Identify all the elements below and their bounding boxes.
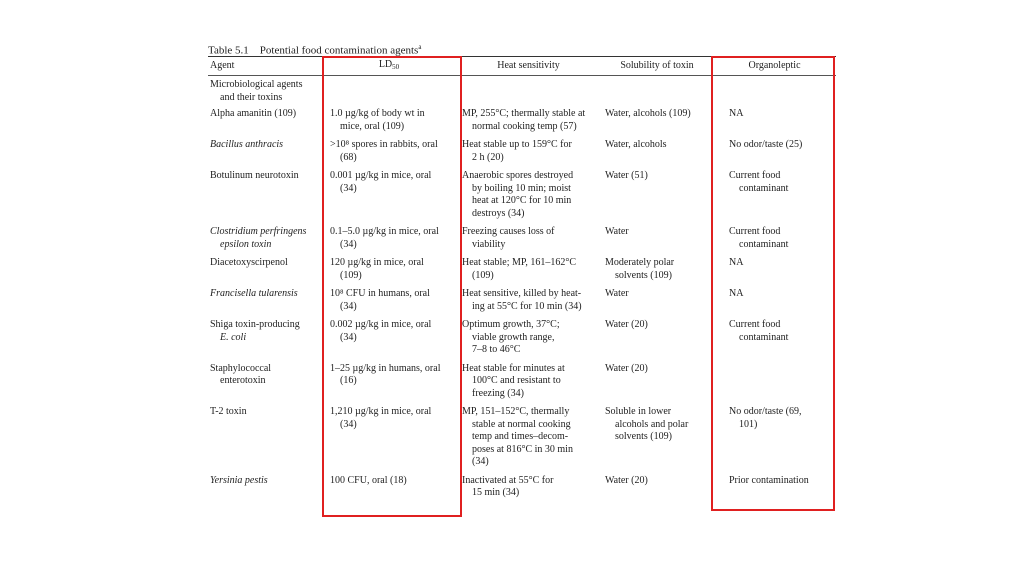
heat-cell-line: 7–8 to 46°C — [472, 344, 521, 355]
agent-cell — [208, 288, 322, 313]
heat-cell-line: freezing (34) — [472, 387, 524, 399]
ld50-cell-line: 0.001 µg/kg in mice, oral — [330, 170, 432, 181]
solubility-cell-line: Water (20) — [605, 474, 648, 486]
ld50-cell-line: (34) — [340, 300, 357, 312]
heat-cell-line: Heat stable up to 159°C for — [462, 139, 572, 150]
agent-cell-line: Staphylococcal — [210, 362, 272, 374]
ld50-cell-line: 1–25 µg/kg in humans, oral — [330, 362, 441, 374]
solubility-cell — [601, 226, 713, 251]
agent-cell — [208, 257, 322, 282]
table-caption — [208, 40, 836, 56]
header-ld50: $LD_{50}$ — [378, 58, 400, 71]
solubility-cell — [601, 257, 713, 282]
heat-cell-line: Heat sensitive, killed by heat- — [462, 288, 582, 299]
solubility-cell-line: Water (20) — [605, 362, 648, 374]
agent-cell-line: T-2 toxin — [210, 406, 247, 417]
ld50-cell-line: 10⁸ CFU in humans, oral — [330, 288, 430, 299]
organoleptic-cell-line: NA — [729, 288, 744, 299]
heat-cell — [456, 406, 601, 469]
heat-cell — [456, 319, 601, 357]
heat-cell-line: Inactivated at 55°C for — [462, 474, 554, 486]
ld50-cell-line: >10⁸ spores in rabbits, oral — [330, 139, 438, 150]
heat-cell-line: (34) — [472, 456, 489, 467]
caption-text: Potential food contamination agents — [259, 44, 419, 57]
solubility-cell-line: Water (20) — [605, 319, 648, 330]
header-organoleptic: Organoleptic — [748, 59, 801, 71]
agent-cell-line: Diacetoxyscirpenol — [210, 257, 288, 268]
ld50-cell-line: (34) — [340, 331, 357, 343]
ld50-cell-line: 0.1–5.0 µg/kg in mice, oral — [330, 226, 439, 237]
ld50-cell-line: (34) — [340, 418, 357, 430]
solubility-cell — [601, 475, 713, 500]
ld50-cell-line: mice, oral (109) — [340, 120, 405, 132]
heat-cell-line: viability — [472, 238, 506, 250]
heat-cell — [456, 108, 601, 133]
agent-cell-line: Clostridium perfringens — [210, 226, 307, 237]
agent-cell-line: Botulinum neurotoxin — [210, 170, 299, 181]
ld50-cell-line: (16) — [340, 375, 357, 386]
agent-cell-line: epsilon toxin — [220, 238, 272, 250]
solubility-cell — [601, 288, 713, 313]
heat-cell-line: by boiling 10 min; moist — [472, 182, 571, 194]
ld50-cell-line: 1.0 µg/kg of body wt in — [330, 108, 425, 119]
agent-cell — [208, 319, 322, 357]
organoleptic-cell-line: NA — [729, 108, 744, 119]
agent-cell-line: Yersinia pestis — [210, 474, 268, 486]
solubility-cell-line: Moderately polar — [605, 257, 675, 268]
solubility-cell-line: solvents (109) — [615, 269, 672, 281]
ld50-cell-line: 100 CFU, oral (18) — [330, 474, 407, 486]
heat-cell-line: Optimum growth, 37°C; — [462, 319, 560, 330]
heat-cell-line: Anaerobic spores destroyed — [462, 170, 574, 181]
heat-cell-line: destroys (34) — [472, 207, 525, 219]
agent-cell-line: enterotoxin — [220, 375, 266, 386]
heat-cell — [456, 139, 601, 164]
ld50-cell-line: (34) — [340, 238, 357, 250]
organoleptic-cell-line: No odor/taste (69, — [729, 406, 802, 417]
organoleptic-cell-line: contaminant — [739, 182, 789, 194]
solubility-cell — [601, 108, 713, 133]
agent-cell — [208, 475, 322, 500]
agent-cell-line: Francisella tularensis — [210, 288, 298, 299]
ld50-cell-line: (34) — [340, 182, 357, 194]
heat-cell-line: temp and times–decom- — [472, 431, 569, 442]
ld50-cell-line: 1,210 µg/kg in mice, oral — [330, 406, 432, 417]
heat-cell-line: poses at 816°C in 30 min — [472, 443, 573, 455]
solubility-cell-line: Soluble in lower — [605, 406, 672, 417]
solubility-cell — [601, 139, 713, 164]
ld50-cell-line: (68) — [340, 151, 357, 163]
agent-cell-line: Bacillus anthracis — [210, 139, 284, 150]
agent-cell — [208, 226, 322, 251]
organoleptic-cell-line: Current food — [729, 226, 781, 237]
organoleptic-cell-line: No odor/taste (25) — [729, 139, 803, 150]
heat-cell — [456, 363, 601, 401]
agent-cell — [208, 108, 322, 133]
heat-cell-line: MP, 151–152°C, thermally — [462, 406, 570, 417]
ld50-cell-line: (109) — [340, 269, 362, 281]
agent-cell — [208, 406, 322, 469]
heat-cell — [456, 288, 601, 313]
organoleptic-cell-line: NA — [729, 257, 744, 268]
organoleptic-cell-line: contaminant — [739, 238, 789, 250]
header-agent: Agent — [210, 59, 235, 71]
ld50-cell-line: 120 µg/kg in mice, oral — [330, 257, 424, 268]
solubility-cell-line: alcohols and polar — [615, 418, 689, 430]
solubility-cell-line: Water, alcohols — [605, 139, 667, 150]
heat-cell-line: 15 min (34) — [472, 487, 520, 498]
heat-cell-line: Heat stable; MP, 161–162°C — [462, 257, 576, 268]
caption-note: a — [418, 43, 422, 51]
agent-cell — [208, 139, 322, 164]
heat-cell-line: Heat stable for minutes at — [462, 362, 565, 374]
organoleptic-cell-line: 101) — [739, 418, 758, 430]
caption-label: Table 5.1 — [208, 44, 249, 57]
solubility-cell-line: Water (51) — [605, 170, 648, 181]
solubility-cell-line: Water — [605, 288, 629, 299]
heat-cell-line: normal cooking temp (57) — [472, 120, 577, 132]
heat-cell-line: viable growth range, — [472, 331, 555, 343]
solubility-cell — [601, 319, 713, 357]
organoleptic-cell-line: Prior contamination — [729, 474, 809, 486]
organoleptic-cell-line: Current food — [729, 319, 781, 330]
organoleptic-cell-line: contaminant — [739, 331, 789, 343]
heat-cell — [456, 226, 601, 251]
heat-cell — [456, 475, 601, 500]
solubility-cell-line: Water, alcohols (109) — [605, 108, 691, 119]
heat-cell-line: Freezing causes loss of — [462, 226, 555, 237]
heat-cell-line: stable at normal cooking — [472, 418, 571, 430]
agent-cell — [208, 363, 322, 401]
heat-cell-line: ing at 55°C for 10 min (34) — [472, 300, 582, 312]
solubility-cell — [601, 170, 713, 220]
heat-cell — [456, 257, 601, 282]
solubility-cell-line: solvents (109) — [615, 431, 672, 442]
ld50-highlight-box — [322, 56, 462, 517]
agent-cell-line: E. coli — [220, 331, 247, 343]
organoleptic-cell-line: Current food — [729, 170, 781, 181]
header-solubility: Solubility of toxin — [620, 59, 694, 71]
agent-cell — [208, 170, 322, 220]
heat-cell-line: MP, 255°C; thermally stable at — [462, 108, 586, 119]
group-label: Microbiological agents and their toxins — [210, 79, 303, 103]
agent-cell-line: Shiga toxin-producing — [210, 319, 300, 330]
heat-cell-line: (109) — [472, 269, 494, 281]
heat-cell-line: 2 h (20) — [472, 151, 504, 163]
heat-cell — [456, 170, 601, 220]
solubility-cell-line: Water — [605, 226, 629, 237]
organoleptic-highlight-box — [711, 56, 835, 511]
ld50-cell-line: 0.002 µg/kg in mice, oral — [330, 319, 432, 330]
header-heat: Heat sensitivity — [497, 59, 560, 71]
heat-cell-line: heat at 120°C for 10 min — [472, 195, 572, 206]
solubility-cell — [601, 363, 713, 401]
solubility-cell — [601, 406, 713, 469]
heat-cell-line: 100°C and resistant to — [472, 375, 561, 386]
agent-cell-line: Alpha amanitin (109) — [210, 108, 297, 119]
